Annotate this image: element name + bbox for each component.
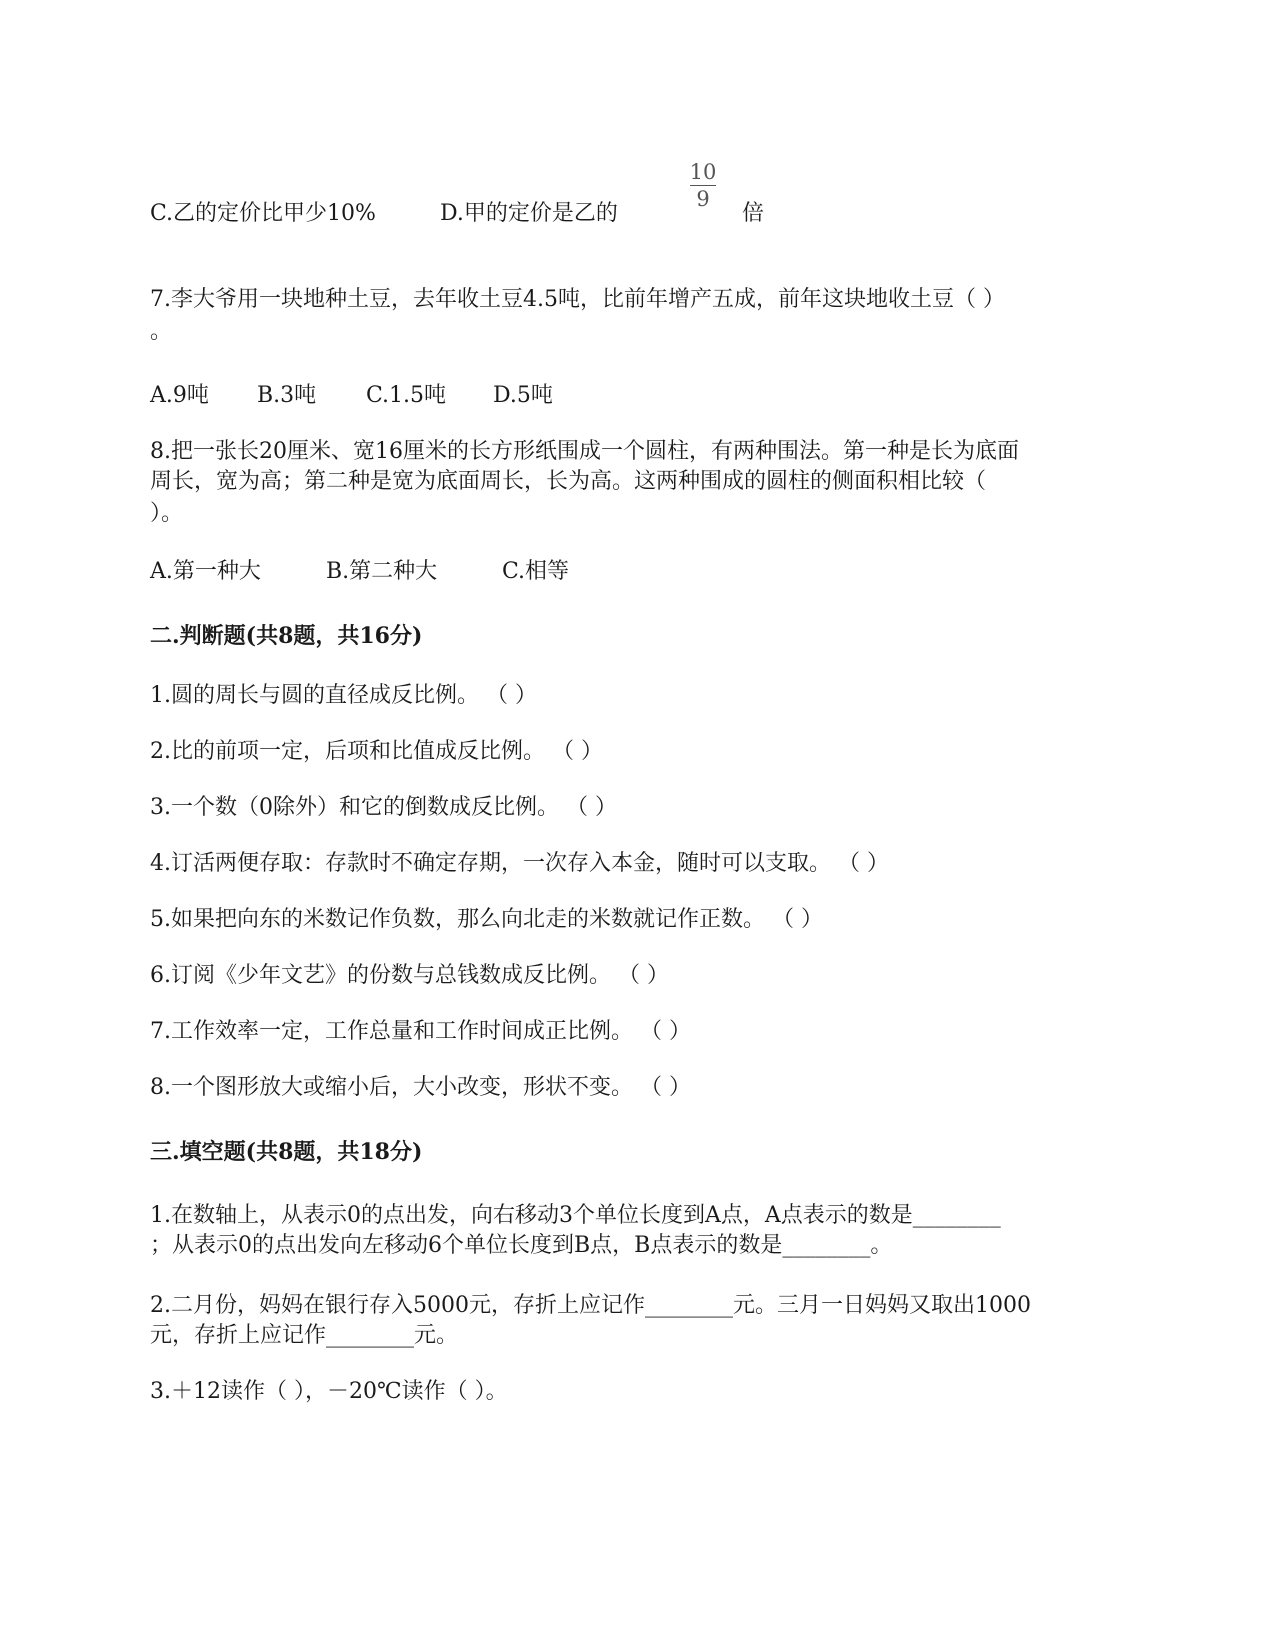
fraction-10-over-9 [688, 160, 718, 211]
q7-line-1: 7.李大爷用一块地种土豆，去年收土豆4.5吨，比前年增产五成，前年这块地收土豆（ ） [150, 287, 1005, 312]
fill-q2-line-1: 2.二月份，妈妈在银行存入5000元，存折上应记作________元。三月一日妈妈又取出1000 [150, 1293, 1031, 1318]
q6-option-d: D.甲的定价是乙的 [440, 201, 618, 226]
fill-q2-line-2: 元，存折上应记作________元。 [150, 1323, 459, 1348]
q6-option-d-tail: 倍 [742, 201, 765, 226]
section-3-title: 三.填空题(共8题，共18分) [150, 1139, 423, 1165]
fraction-numerator: 10 [689, 160, 717, 184]
q8-option-b: B.第二种大 [326, 559, 438, 584]
fraction-bar [690, 185, 716, 186]
judgement-item-6: 6.订阅《少年文艺》的份数与总钱数成反比例。 （ ） [150, 963, 669, 988]
judgement-item-5: 5.如果把向东的米数记作负数，那么向北走的米数就记作正数。 （ ） [150, 907, 823, 932]
q8-option-c: C.相等 [502, 559, 570, 584]
judgement-item-4: 4.订活两便存取：存款时不确定存期，一次存入本金，随时可以支取。 （ ） [150, 851, 889, 876]
q8-option-a: A.第一种大 [150, 559, 261, 584]
q7-option-a: A.9吨 [150, 383, 209, 408]
q8-line-2: 周长，宽为高；第二种是宽为底面周长，长为高。这两种围成的圆柱的侧面积相比较（ [150, 469, 987, 494]
q8-line-3: ）。 [150, 501, 184, 526]
q7-option-c: C.1.5吨 [366, 383, 447, 408]
judgement-item-1: 1.圆的周长与圆的直径成反比例。 （ ） [150, 683, 537, 708]
judgement-item-3: 3.一个数（0除外）和它的倒数成反比例。 （ ） [150, 795, 617, 820]
fill-q1-line-1: 1.在数轴上，从表示0的点出发，向右移动3个单位长度到A点，A点表示的数是________ [150, 1203, 1001, 1228]
q7-option-d: D.5吨 [493, 383, 553, 408]
q7-line-2: 。 [150, 319, 173, 344]
q8-line-1: 8.把一张长20厘米、宽16厘米的长方形纸围成一个圆柱，有两种围法。第一种是长为底面 [150, 439, 1019, 464]
q7-option-b: B.3吨 [257, 383, 317, 408]
fill-q1-line-2: ；从表示0的点出发向左移动6个单位长度到B点，B点表示的数是________。 [150, 1233, 893, 1258]
judgement-item-7: 7.工作效率一定，工作总量和工作时间成正比例。 （ ） [150, 1019, 691, 1044]
q6-option-c: C.乙的定价比甲少10% [150, 201, 376, 226]
fraction-denominator: 9 [696, 187, 710, 211]
section-2-title: 二.判断题(共8题，共16分) [150, 623, 423, 649]
fill-q3: 3.＋12读作（ ），－20℃读作（ ）。 [150, 1379, 508, 1404]
judgement-item-2: 2.比的前项一定，后项和比值成反比例。 （ ） [150, 739, 603, 764]
judgement-item-8: 8.一个图形放大或缩小后，大小改变，形状不变。 （ ） [150, 1075, 691, 1100]
